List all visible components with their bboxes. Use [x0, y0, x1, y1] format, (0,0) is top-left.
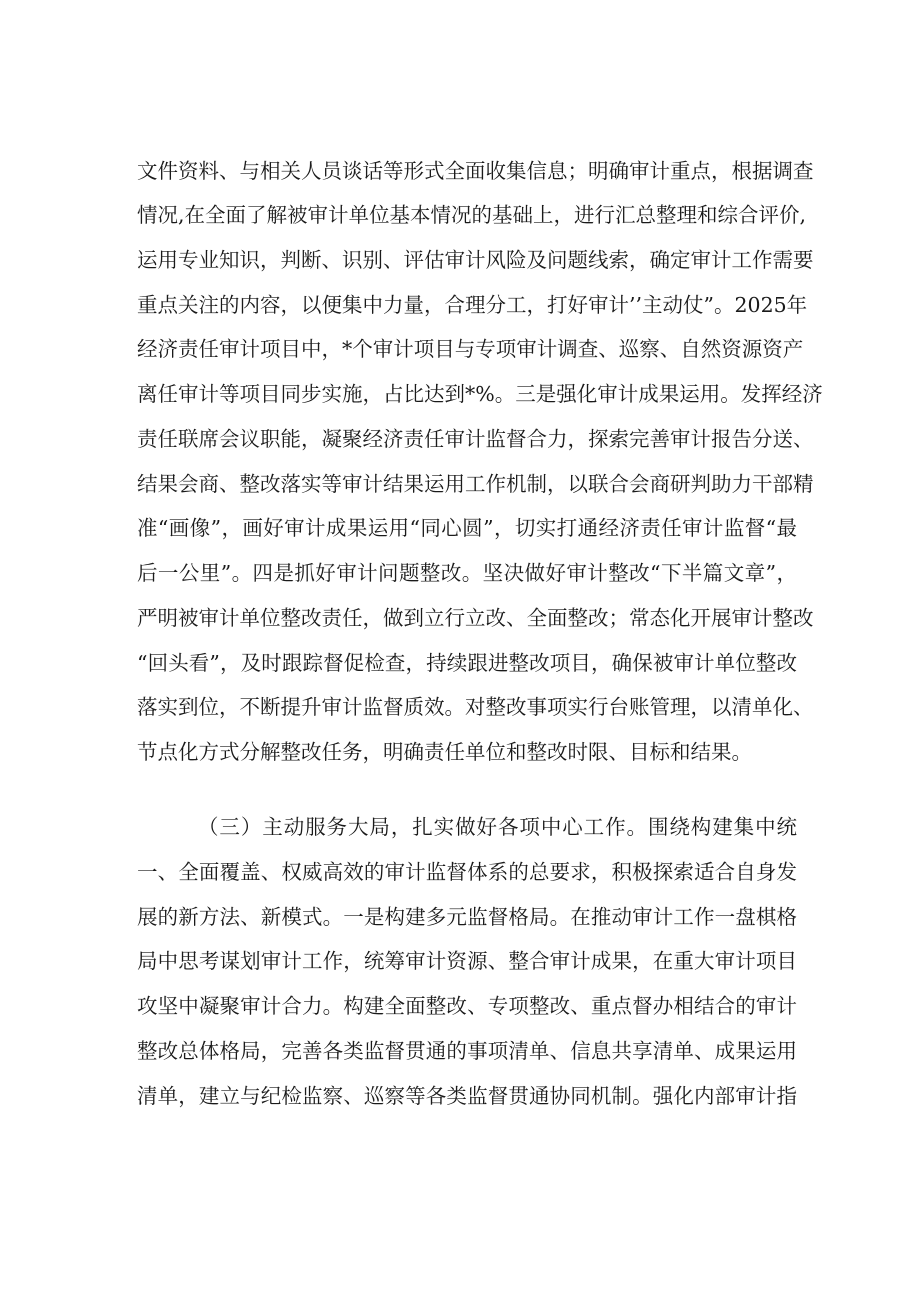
- paragraph-2-line-3: 展的新方法、新模式。一是构建多元监督格局。在推动审计工作一盘棋格: [137, 905, 797, 929]
- paragraph-1-line-6: 离任审计等项目同步实施，占比达到*%。三是强化审计成果运用。发挥经济: [137, 382, 823, 406]
- paragraph-1-line-10: 后一公里”。四是抓好审计问题整改。坚决做好审计整改“下半篇文章”，: [137, 561, 797, 585]
- paragraph-1-line-1: 文件资料、与相关人员谈话等形式全面收集信息；明确审计重点，根据调查: [137, 159, 814, 183]
- paragraph-1-line-2: 情况,在全面了解被审计单位基本情况的基础上，进行汇总整理和综合评价,: [137, 203, 807, 227]
- paragraph-1-line-11: 严明被审计单位整改责任，做到立行立改、全面整改；常态化开展审计整改: [137, 606, 814, 630]
- paragraph-2-line-7: 清单，建立与纪检监察、巡察等各类监督贯通协同机制。强化内部审计指: [137, 1084, 797, 1108]
- paragraph-1-line-9: 准“画像”，画好审计成果运用“同心圆”，切实打通经济责任审计监督“最: [137, 516, 797, 540]
- paragraph-2-line-1: （三）主动服务大局，扎实做好各项中心工作。围绕构建集中统: [198, 815, 797, 839]
- paragraph-1-line-5: 经济责任审计项目中，*个审计项目与专项审计调查、巡察、自然资源资产: [137, 337, 804, 361]
- paragraph-1-line-14: 节点化方式分解整改任务，明确责任单位和整改时限、目标和结果。: [137, 740, 752, 764]
- paragraph-1-line-12: “回头看”，及时跟踪督促检查，持续跟进整改项目，确保被审计单位整改: [137, 651, 797, 675]
- paragraph-2-line-5: 攻坚中凝聚审计合力。构建全面整改、专项整改、重点督办相结合的审计: [137, 994, 797, 1018]
- paragraph-1-line-4: 重点关注的内容，以便集中力量，合理分工，打好审计’’主动仗”。2025年: [137, 293, 808, 317]
- paragraph-1-line-3: 运用专业知识，判断、识别、评估审计风险及问题线索，确定审计工作需要: [137, 248, 814, 272]
- paragraph-1-line-7: 责任联席会议职能，凝聚经济责任审计监督合力，探索完善审计报告分送、: [137, 427, 814, 451]
- paragraph-2-line-6: 整改总体格局，完善各类监督贯通的事项清单、信息共享清单、成果运用: [137, 1039, 797, 1063]
- paragraph-2-line-2: 一、全面覆盖、权威高效的审计监督体系的总要求，积极探索适合自身发: [137, 860, 797, 884]
- paragraph-1-line-8: 结果会商、整改落实等审计结果运用工作机制，以联合会商研判助力干部精: [137, 472, 814, 496]
- paragraph-2-line-4: 局中思考谋划审计工作，统筹审计资源、整合审计成果，在重大审计项目: [137, 949, 797, 973]
- paragraph-1-line-13: 落实到位，不断提升审计监督质效。对整改事项实行台账管理，以清单化、: [137, 695, 814, 719]
